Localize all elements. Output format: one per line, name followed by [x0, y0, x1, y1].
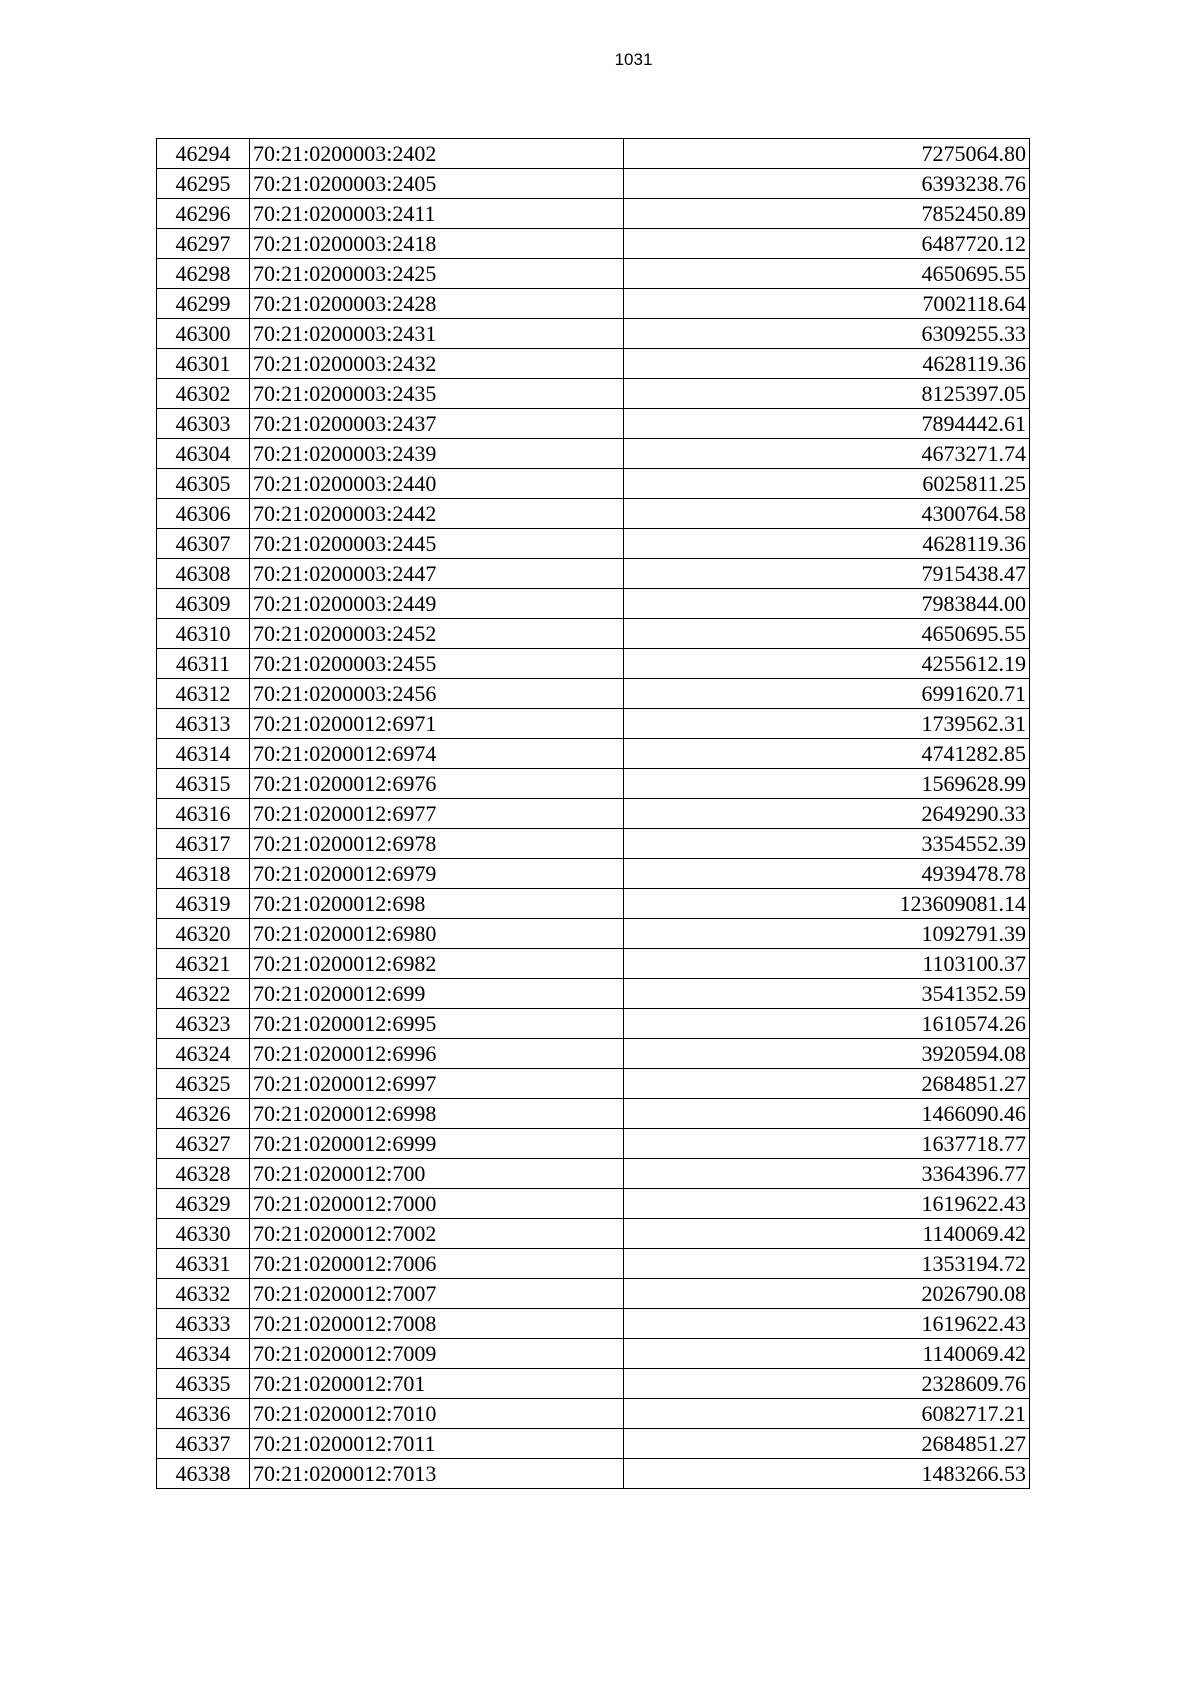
cadastral-number-cell: 70:21:0200012:7013 — [250, 1459, 624, 1489]
table-row — [157, 1399, 1030, 1429]
cadastral-number-cell: 70:21:0200012:7006 — [250, 1249, 624, 1279]
page-number: 1031 — [614, 50, 653, 69]
table-row — [157, 379, 1030, 409]
row-number-cell: 46325 — [157, 1069, 250, 1099]
cadastral-value-cell: 4628119.36 — [624, 349, 1030, 379]
cadastral-number-cell: 70:21:0200003:2447 — [250, 559, 624, 589]
row-number-cell: 46302 — [157, 379, 250, 409]
table-row — [157, 559, 1030, 589]
table-row — [157, 859, 1030, 889]
cadastral-number-cell: 70:21:0200012:6978 — [250, 829, 624, 859]
table-row — [157, 1099, 1030, 1129]
table-row — [157, 949, 1030, 979]
row-number-cell: 46301 — [157, 349, 250, 379]
cadastral-value-cell: 7983844.00 — [624, 589, 1030, 619]
table-row — [157, 769, 1030, 799]
table-row — [157, 1009, 1030, 1039]
row-number-cell: 46328 — [157, 1159, 250, 1189]
cadastral-value-cell: 4939478.78 — [624, 859, 1030, 889]
row-number-cell: 46321 — [157, 949, 250, 979]
cadastral-number-cell: 70:21:0200012:7007 — [250, 1279, 624, 1309]
cadastral-number-cell: 70:21:0200003:2425 — [250, 259, 624, 289]
table-row — [157, 1339, 1030, 1369]
row-number-cell: 46315 — [157, 769, 250, 799]
table-row — [157, 529, 1030, 559]
table-row — [157, 1429, 1030, 1459]
cadastral-number-cell: 70:21:0200012:7011 — [250, 1429, 624, 1459]
table-row — [157, 1249, 1030, 1279]
table-row — [157, 439, 1030, 469]
row-number-cell: 46310 — [157, 619, 250, 649]
row-number-cell: 46308 — [157, 559, 250, 589]
table-row — [157, 199, 1030, 229]
cadastral-value-cell: 123609081.14 — [624, 889, 1030, 919]
cadastral-number-cell: 70:21:0200003:2452 — [250, 619, 624, 649]
cadastral-value-cell: 2026790.08 — [624, 1279, 1030, 1309]
cadastral-value-cell: 2328609.76 — [624, 1369, 1030, 1399]
cadastral-number-cell: 70:21:0200003:2411 — [250, 199, 624, 229]
row-number-cell: 46337 — [157, 1429, 250, 1459]
row-number-cell: 46331 — [157, 1249, 250, 1279]
table-row — [157, 1279, 1030, 1309]
cadastral-number-cell: 70:21:0200012:6999 — [250, 1129, 624, 1159]
table-row — [157, 499, 1030, 529]
cadastral-number-cell: 70:21:0200012:6977 — [250, 799, 624, 829]
cadastral-value-cell: 1739562.31 — [624, 709, 1030, 739]
table-row — [157, 1069, 1030, 1099]
row-number-cell: 46335 — [157, 1369, 250, 1399]
cadastral-number-cell: 70:21:0200012:6979 — [250, 859, 624, 889]
cadastral-number-cell: 70:21:0200003:2402 — [250, 139, 624, 169]
row-number-cell: 46322 — [157, 979, 250, 1009]
cadastral-value-cell: 1483266.53 — [624, 1459, 1030, 1489]
row-number-cell: 46305 — [157, 469, 250, 499]
row-number-cell: 46330 — [157, 1219, 250, 1249]
cadastral-number-cell: 70:21:0200012:7009 — [250, 1339, 624, 1369]
row-number-cell: 46318 — [157, 859, 250, 889]
cadastral-number-cell: 70:21:0200012:699 — [250, 979, 624, 1009]
cadastral-value-cell: 4628119.36 — [624, 529, 1030, 559]
cadastral-value-cell: 7852450.89 — [624, 199, 1030, 229]
cadastral-value-cell: 1103100.37 — [624, 949, 1030, 979]
cadastral-number-cell: 70:21:0200012:698 — [250, 889, 624, 919]
row-number-cell: 46311 — [157, 649, 250, 679]
cadastral-number-cell: 70:21:0200012:7008 — [250, 1309, 624, 1339]
row-number-cell: 46332 — [157, 1279, 250, 1309]
row-number-cell: 46316 — [157, 799, 250, 829]
cadastral-value-cell: 3541352.59 — [624, 979, 1030, 1009]
cadastral-value-cell: 4650695.55 — [624, 619, 1030, 649]
cadastral-number-cell: 70:21:0200003:2418 — [250, 229, 624, 259]
cadastral-number-cell: 70:21:0200003:2449 — [250, 589, 624, 619]
row-number-cell: 46307 — [157, 529, 250, 559]
cadastral-number-cell: 70:21:0200003:2435 — [250, 379, 624, 409]
cadastral-value-cell: 1619622.43 — [624, 1189, 1030, 1219]
cadastral-value-cell: 4300764.58 — [624, 499, 1030, 529]
row-number-cell: 46324 — [157, 1039, 250, 1069]
cadastral-number-cell: 70:21:0200012:7000 — [250, 1189, 624, 1219]
cadastral-value-cell: 1637718.77 — [624, 1129, 1030, 1159]
row-number-cell: 46298 — [157, 259, 250, 289]
cadastral-number-cell: 70:21:0200012:6971 — [250, 709, 624, 739]
row-number-cell: 46329 — [157, 1189, 250, 1219]
table-row — [157, 409, 1030, 439]
cadastral-value-cell: 8125397.05 — [624, 379, 1030, 409]
cadastral-value-cell: 6309255.33 — [624, 319, 1030, 349]
cadastral-number-cell: 70:21:0200012:6996 — [250, 1039, 624, 1069]
cadastral-number-cell: 70:21:0200003:2456 — [250, 679, 624, 709]
cadastral-number-cell: 70:21:0200003:2431 — [250, 319, 624, 349]
row-number-cell: 46333 — [157, 1309, 250, 1339]
table-row — [157, 319, 1030, 349]
row-number-cell: 46296 — [157, 199, 250, 229]
cadastral-value-cell: 6487720.12 — [624, 229, 1030, 259]
cadastral-value-cell: 4650695.55 — [624, 259, 1030, 289]
cadastral-number-cell: 70:21:0200012:6982 — [250, 949, 624, 979]
cadastral-number-cell: 70:21:0200012:6974 — [250, 739, 624, 769]
cadastral-number-cell: 70:21:0200003:2455 — [250, 649, 624, 679]
row-number-cell: 46303 — [157, 409, 250, 439]
cadastral-number-cell: 70:21:0200012:6995 — [250, 1009, 624, 1039]
row-number-cell: 46299 — [157, 289, 250, 319]
cadastral-value-cell: 7894442.61 — [624, 409, 1030, 439]
table-row — [157, 1369, 1030, 1399]
cadastral-value-cell: 6393238.76 — [624, 169, 1030, 199]
cadastral-value-cell: 7915438.47 — [624, 559, 1030, 589]
cadastral-value-cell: 1140069.42 — [624, 1339, 1030, 1369]
cadastral-value-cell: 1140069.42 — [624, 1219, 1030, 1249]
cadastral-value-cell: 3364396.77 — [624, 1159, 1030, 1189]
row-number-cell: 46314 — [157, 739, 250, 769]
cadastral-number-cell: 70:21:0200012:7010 — [250, 1399, 624, 1429]
cadastral-number-cell: 70:21:0200012:6997 — [250, 1069, 624, 1099]
cadastral-number-cell: 70:21:0200003:2405 — [250, 169, 624, 199]
table-row — [157, 979, 1030, 1009]
row-number-cell: 46319 — [157, 889, 250, 919]
cadastral-value-cell: 2684851.27 — [624, 1069, 1030, 1099]
table-row — [157, 229, 1030, 259]
cadastral-value-cell: 6025811.25 — [624, 469, 1030, 499]
cadastral-number-cell: 70:21:0200012:6980 — [250, 919, 624, 949]
cadastral-value-cell: 1569628.99 — [624, 769, 1030, 799]
row-number-cell: 46323 — [157, 1009, 250, 1039]
table-row — [157, 1459, 1030, 1489]
table-row — [157, 589, 1030, 619]
cadastral-number-cell: 70:21:0200003:2439 — [250, 439, 624, 469]
table-row — [157, 1189, 1030, 1219]
table-row — [157, 619, 1030, 649]
row-number-cell: 46338 — [157, 1459, 250, 1489]
row-number-cell: 46309 — [157, 589, 250, 619]
table-row — [157, 1159, 1030, 1189]
table-row — [157, 649, 1030, 679]
cadastral-number-cell: 70:21:0200003:2437 — [250, 409, 624, 439]
cadastral-value-table — [156, 138, 1030, 1489]
table-row — [157, 139, 1030, 169]
table-row — [157, 1309, 1030, 1339]
cadastral-number-cell: 70:21:0200012:7002 — [250, 1219, 624, 1249]
table-row — [157, 469, 1030, 499]
cadastral-value-cell: 3354552.39 — [624, 829, 1030, 859]
table-row — [157, 919, 1030, 949]
row-number-cell: 46326 — [157, 1099, 250, 1129]
cadastral-value-cell: 1466090.46 — [624, 1099, 1030, 1129]
cadastral-number-cell: 70:21:0200003:2442 — [250, 499, 624, 529]
row-number-cell: 46334 — [157, 1339, 250, 1369]
cadastral-value-cell: 3920594.08 — [624, 1039, 1030, 1069]
table-row — [157, 349, 1030, 379]
cadastral-value-cell: 7275064.80 — [624, 139, 1030, 169]
cadastral-value-cell: 2684851.27 — [624, 1429, 1030, 1459]
cadastral-value-cell: 2649290.33 — [624, 799, 1030, 829]
cadastral-value-cell: 7002118.64 — [624, 289, 1030, 319]
row-number-cell: 46306 — [157, 499, 250, 529]
table-row — [157, 259, 1030, 289]
cadastral-number-cell: 70:21:0200012:6976 — [250, 769, 624, 799]
cadastral-number-cell: 70:21:0200003:2428 — [250, 289, 624, 319]
table-body — [157, 139, 1030, 1489]
table-row — [157, 799, 1030, 829]
cadastral-value-cell: 1353194.72 — [624, 1249, 1030, 1279]
row-number-cell: 46295 — [157, 169, 250, 199]
row-number-cell: 46312 — [157, 679, 250, 709]
cadastral-number-cell: 70:21:0200012:701 — [250, 1369, 624, 1399]
cadastral-number-cell: 70:21:0200012:700 — [250, 1159, 624, 1189]
table-row — [157, 739, 1030, 769]
cadastral-value-cell: 4673271.74 — [624, 439, 1030, 469]
row-number-cell: 46336 — [157, 1399, 250, 1429]
row-number-cell: 46294 — [157, 139, 250, 169]
table-row — [157, 829, 1030, 859]
row-number-cell: 46304 — [157, 439, 250, 469]
table-row — [157, 169, 1030, 199]
row-number-cell: 46297 — [157, 229, 250, 259]
row-number-cell: 46320 — [157, 919, 250, 949]
table-row — [157, 1129, 1030, 1159]
cadastral-value-cell: 4741282.85 — [624, 739, 1030, 769]
cadastral-value-cell: 4255612.19 — [624, 649, 1030, 679]
row-number-cell: 46313 — [157, 709, 250, 739]
table-row — [157, 289, 1030, 319]
cadastral-number-cell: 70:21:0200012:6998 — [250, 1099, 624, 1129]
cadastral-value-cell: 6082717.21 — [624, 1399, 1030, 1429]
cadastral-number-cell: 70:21:0200003:2440 — [250, 469, 624, 499]
cadastral-number-cell: 70:21:0200003:2432 — [250, 349, 624, 379]
table-row — [157, 1219, 1030, 1249]
table-row — [157, 679, 1030, 709]
cadastral-value-cell: 1092791.39 — [624, 919, 1030, 949]
cadastral-number-cell: 70:21:0200003:2445 — [250, 529, 624, 559]
table-row — [157, 709, 1030, 739]
cadastral-value-cell: 1619622.43 — [624, 1309, 1030, 1339]
row-number-cell: 46317 — [157, 829, 250, 859]
row-number-cell: 46300 — [157, 319, 250, 349]
cadastral-value-cell: 1610574.26 — [624, 1009, 1030, 1039]
table-row — [157, 889, 1030, 919]
cadastral-value-cell: 6991620.71 — [624, 679, 1030, 709]
row-number-cell: 46327 — [157, 1129, 250, 1159]
table-row — [157, 1039, 1030, 1069]
